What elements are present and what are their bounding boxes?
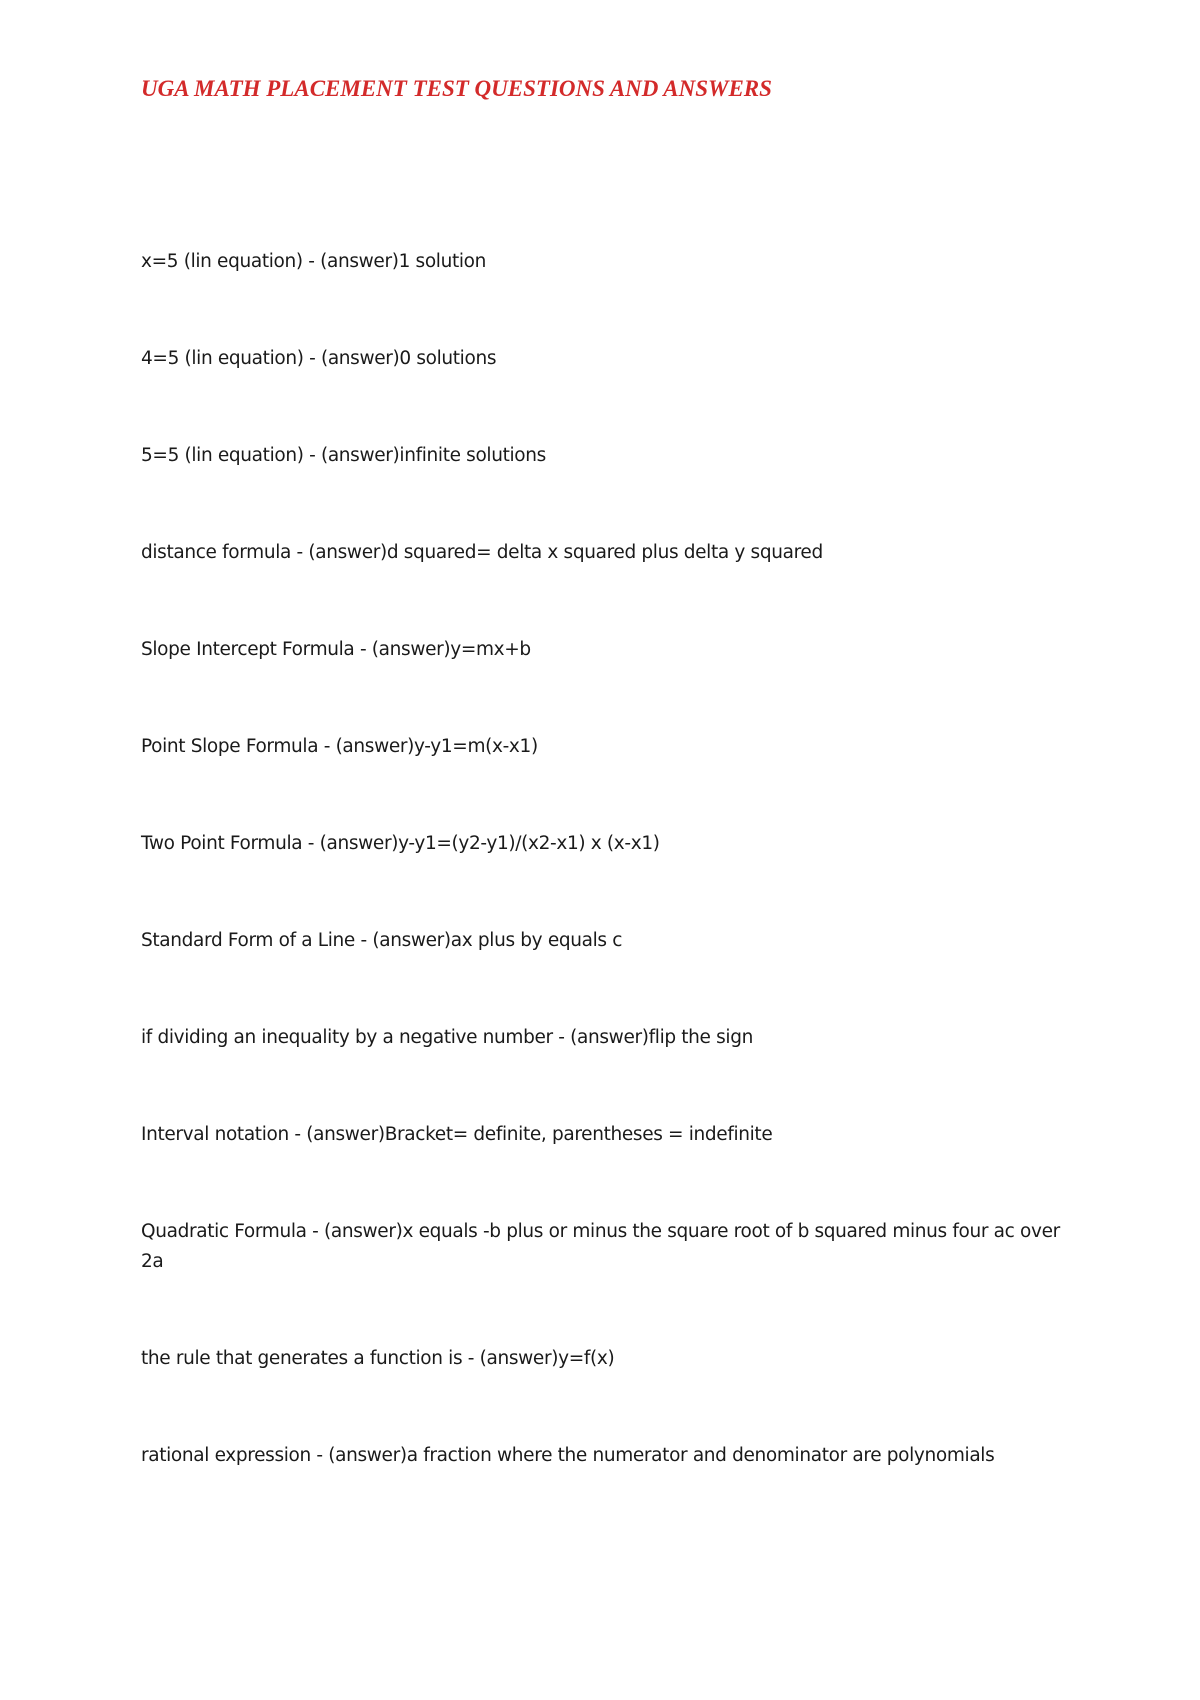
list-item: Slope Intercept Formula - (answer)y=mx+b <box>141 639 531 660</box>
list-item: Two Point Formula - (answer)y-y1=(y2-y1)/(x2-x1) x (x-x1) <box>141 833 660 854</box>
list-item: x=5 (lin equation) - (answer)1 solution <box>141 251 486 272</box>
list-item: if dividing an inequality by a negative number - (answer)flip the sign <box>141 1027 753 1048</box>
list-item: 4=5 (lin equation) - (answer)0 solutions <box>141 348 497 369</box>
list-item: Interval notation - (answer)Bracket= definite, parentheses = indefinite <box>141 1124 773 1145</box>
list-item: the rule that generates a function is - (answer)y=f(x) <box>141 1348 615 1369</box>
list-item: Standard Form of a Line - (answer)ax plus by equals c <box>141 930 623 951</box>
list-item: 5=5 (lin equation) - (answer)infinite solutions <box>141 445 546 466</box>
list-item: Quadratic Formula - (answer)x equals -b plus or minus the square root of b squared minus four ac over 2a <box>141 1221 1060 1272</box>
page-title: UGA MATH PLACEMENT TEST QUESTIONS AND ANSWERS <box>141 76 772 101</box>
list-item: Point Slope Formula - (answer)y-y1=m(x-x1) <box>141 736 538 757</box>
list-item: rational expression - (answer)a fraction where the numerator and denominator are polynomials <box>141 1445 995 1466</box>
list-item: distance formula - (answer)d squared= delta x squared plus delta y squared <box>141 542 823 563</box>
